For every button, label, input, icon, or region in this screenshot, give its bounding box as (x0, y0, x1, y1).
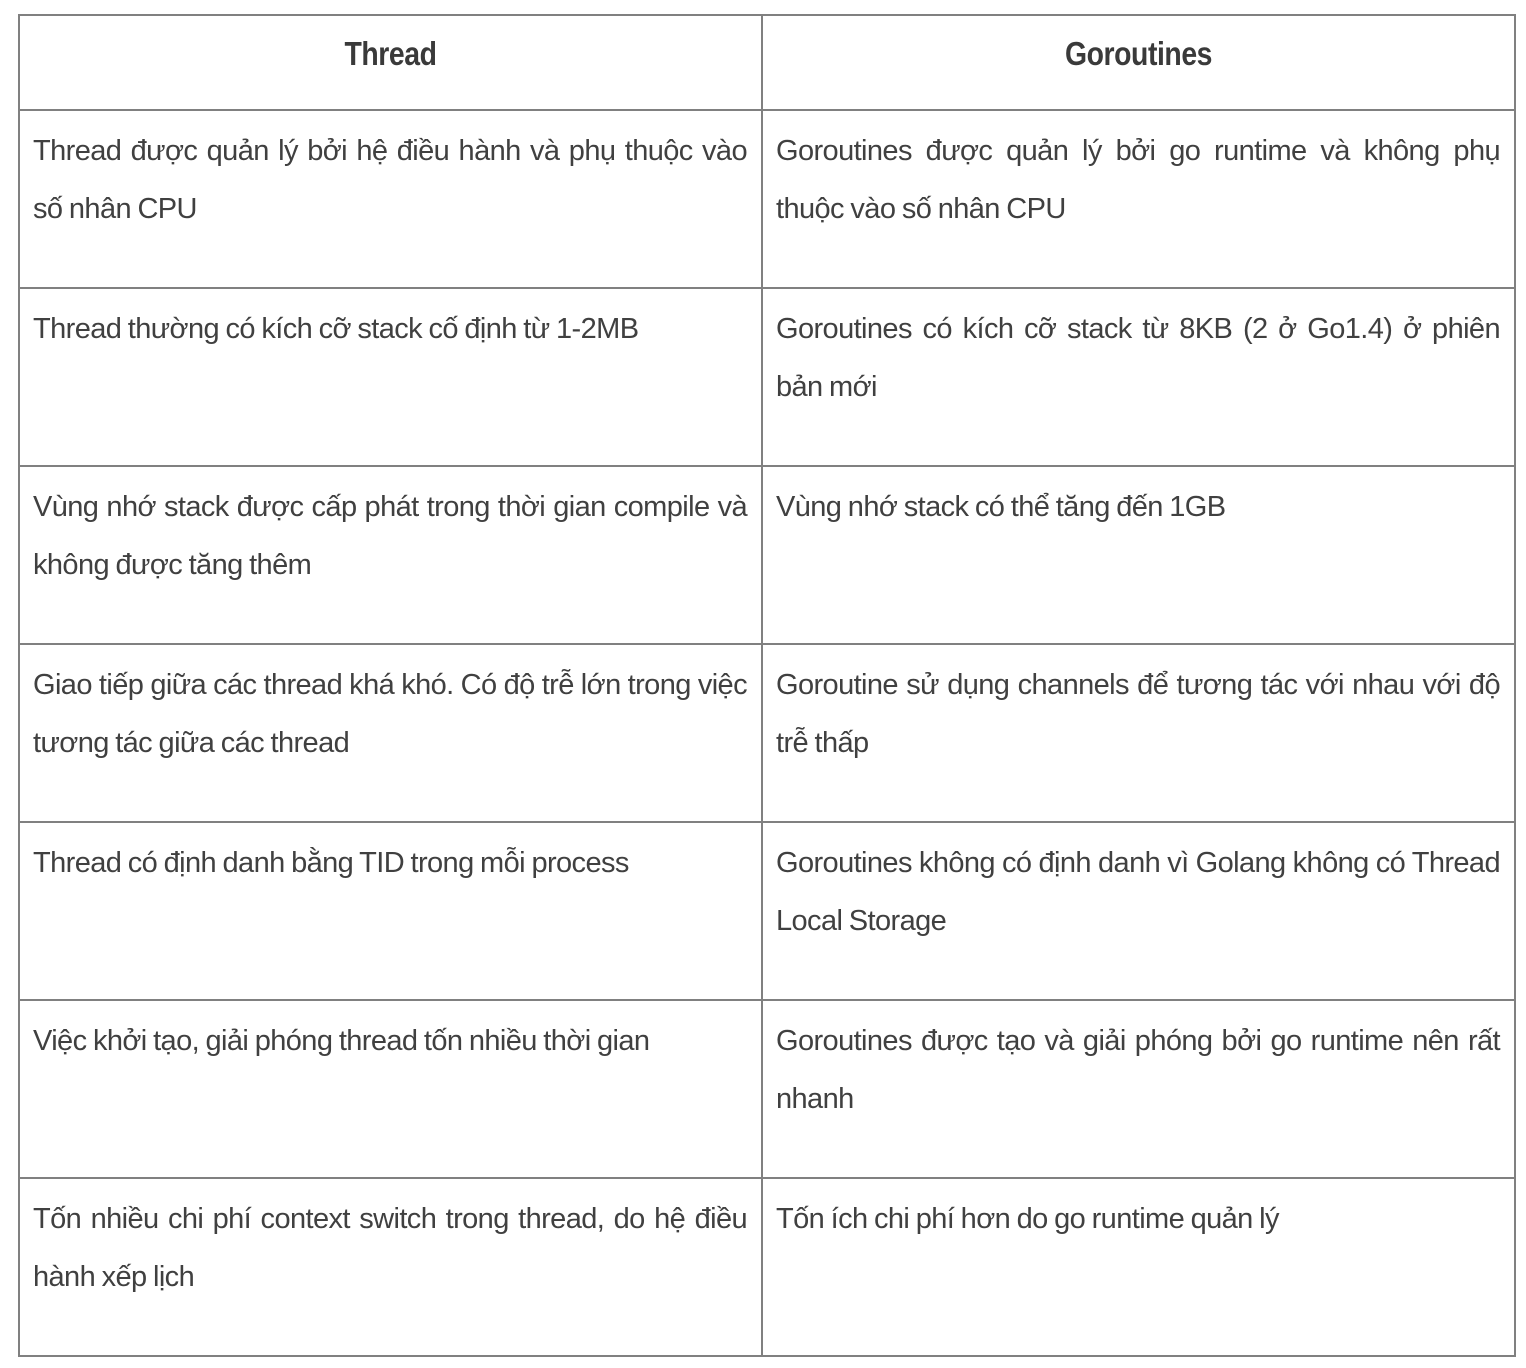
cell-thread: Việc khởi tạo, giải phóng thread tốn nhiều thời gian (19, 1000, 762, 1178)
cell-goroutines: Goroutines không có định danh vì Golang không có Thread Local Storage (762, 822, 1515, 1000)
table-header-row (19, 15, 1515, 110)
cell-thread: Tốn nhiều chi phí context switch trong thread, do hệ điều hành xếp lịch (19, 1178, 762, 1356)
cell-thread: Thread có định danh bằng TID trong mỗi process (19, 822, 762, 1000)
comparison-table-container (18, 14, 1514, 1357)
cell-goroutines: Vùng nhớ stack có thể tăng đến 1GB (762, 466, 1515, 644)
table-row (19, 1178, 1515, 1356)
cell-thread: Thread thường có kích cỡ stack cố định từ 1-2MB (19, 288, 762, 466)
cell-thread: Thread được quản lý bởi hệ điều hành và phụ thuộc vào số nhân CPU (19, 110, 762, 288)
table-row (19, 466, 1515, 644)
table-row (19, 110, 1515, 288)
table-row (19, 288, 1515, 466)
cell-goroutines: Goroutines được tạo và giải phóng bởi go runtime nên rất nhanh (762, 1000, 1515, 1178)
header-goroutines: Goroutines (762, 15, 1515, 110)
cell-goroutines: Goroutines được quản lý bởi go runtime và không phụ thuộc vào số nhân CPU (762, 110, 1515, 288)
cell-thread: Vùng nhớ stack được cấp phát trong thời gian compile và không được tăng thêm (19, 466, 762, 644)
thread-vs-goroutines-table (18, 14, 1516, 1357)
table-row (19, 822, 1515, 1000)
cell-goroutines: Goroutine sử dụng channels để tương tác với nhau với độ trễ thấp (762, 644, 1515, 822)
cell-thread: Giao tiếp giữa các thread khá khó. Có độ trễ lớn trong việc tương tác giữa các thread (19, 644, 762, 822)
cell-goroutines: Goroutines có kích cỡ stack từ 8KB (2 ở Go1.4) ở phiên bản mới (762, 288, 1515, 466)
header-thread: Thread (19, 15, 762, 110)
cell-goroutines: Tốn ích chi phí hơn do go runtime quản lý (762, 1178, 1515, 1356)
table-row (19, 644, 1515, 822)
table-row (19, 1000, 1515, 1178)
